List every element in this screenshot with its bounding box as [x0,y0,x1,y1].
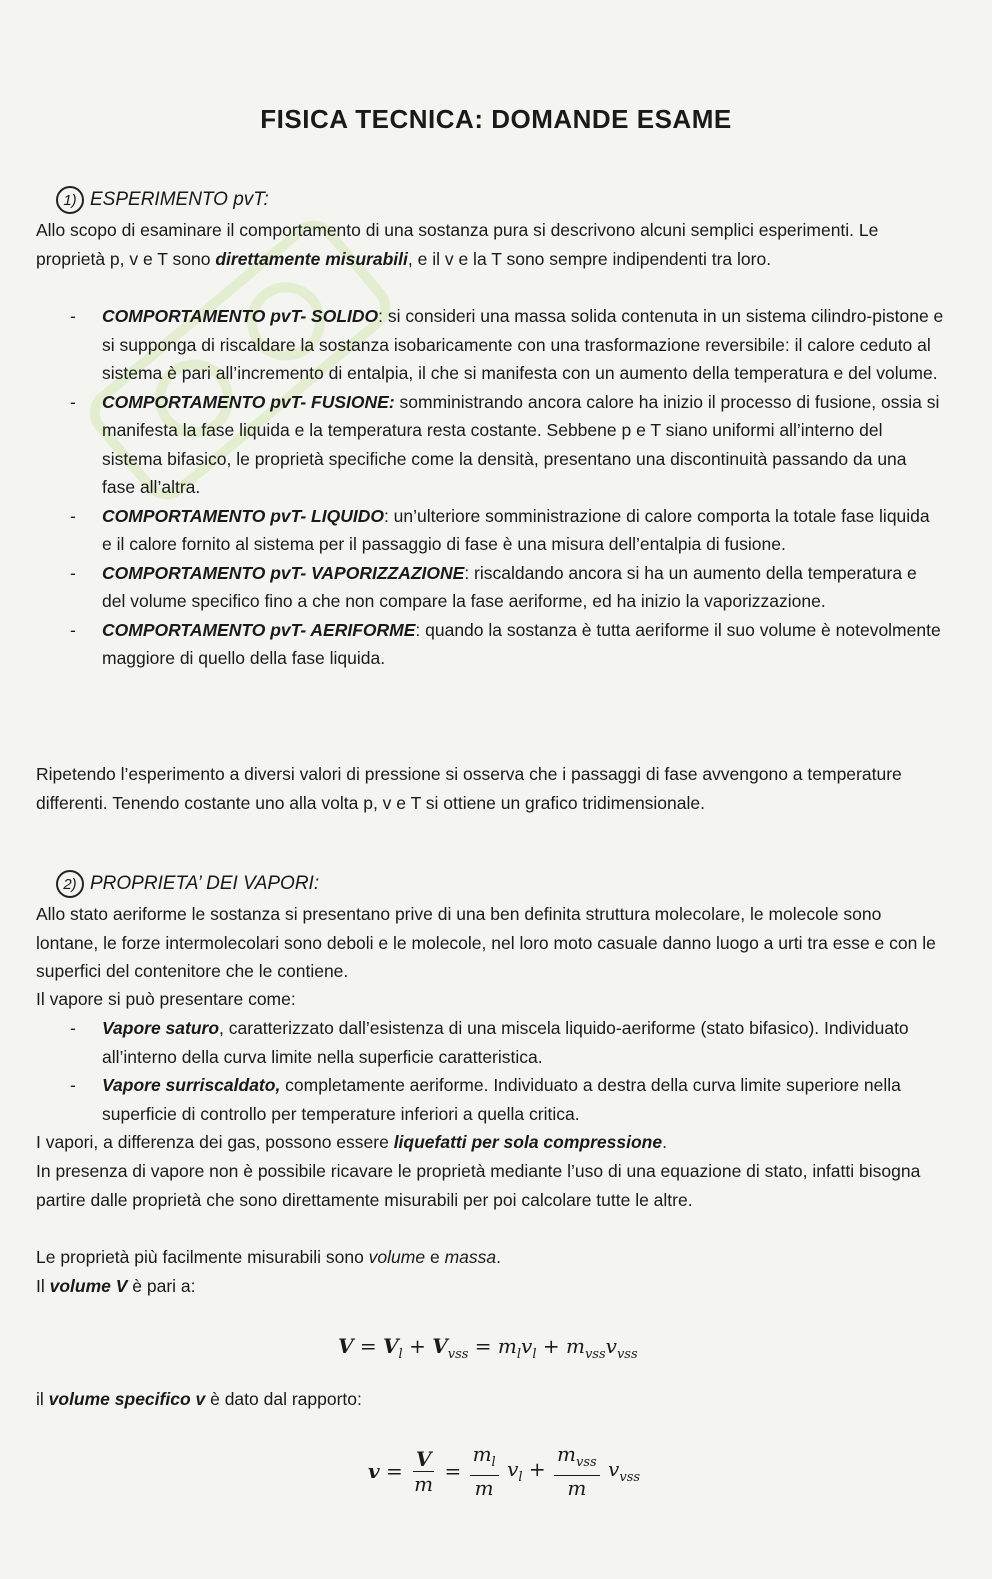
text: Il [36,1276,50,1296]
measurable-line [36,1243,948,1272]
emphasis: volume specifico v [48,1389,206,1409]
bullet-text: somministrando ancora calore ha inizio il processo di fusione, ossia si manifesta la fase liquida e la temperatura resta costante. Sebbene p e T siano uniformi all’interno del sistema bifasico, le proprietà specifiche come la densità, presentano una discontinuità passando da una fase all’altra. [102,391,940,497]
list-item [64,559,944,616]
intro-emphasis: direttamente misurabili [215,248,408,269]
emphasis: liquefatti per sola compressione [393,1132,663,1152]
text: e [425,1247,445,1267]
volume-formula: $V = V_l + V_{vss} = m_lv_l + m_{vss}v_{vss}$ [338,1334,638,1362]
liquefaction-line [36,1128,948,1157]
text: I vapori, a differenza dei gas, possono essere [36,1132,394,1152]
section-2-bullet-list [64,1014,944,1128]
section-1-heading [56,186,269,214]
emphasis: massa [444,1247,497,1267]
text: . [496,1247,501,1267]
bullet-text: : si consideri una massa solida contenuta in un sistema cilindro-pistone e si supponga di riscaldare la sostanza isobaricamente con una trasformazione reversibile: il calore ceduto al sistema è pari all’incremento di entalpia, il che si manifesta con un aumento della temperatura e del volume. [102,306,944,383]
text: Le proprietà più facilmente misurabili sono [36,1247,369,1267]
section-2-intro-2: Il vapore si può presentare come: [36,989,296,1009]
intro-text: Allo scopo di esaminare il comportamento di una sostanza pura si descrivono alcuni semplici esperimenti. Le proprietà p, v e T sono [36,220,879,269]
text: è dato dal rapporto: [205,1389,362,1409]
intro-text-end: , e il v e la T sono sempre indipendenti tra loro. [407,248,772,269]
text: è pari a: [127,1276,196,1296]
text: il [36,1389,49,1409]
section-1-intro [36,216,948,273]
bullet-text: completamente aeriforme. Individuato a destra della curva limite superiore nella superficie di controllo per temperature inferiori a quella critica. [102,1075,901,1124]
list-item [64,1014,944,1071]
list-item [64,616,944,673]
emphasis: volume [368,1247,426,1267]
bullet-text: : riscaldando ancora si ha un aumento della temperatura e del volume specifico fino a che non compare la fase aeriforme, ed ha inizio la vaporizzazione. [102,562,917,611]
list-item [64,302,944,388]
emphasis: volume V [49,1276,128,1296]
list-item [64,1071,944,1128]
bullet-lead: Vapore surriscaldato, [102,1075,281,1095]
section-title: ESPERIMENTO pvT: [90,189,269,210]
section-2-heading [56,870,319,898]
list-item [64,388,944,502]
text: . [662,1132,667,1152]
state-equation-paragraph: In presenza di vapore non è possibile ricavare le proprietà mediante l’uso di una equazione di stato, infatti bisogna partire dalle proprietà che sono direttamente misurabili per poi calcolare tutte le altre. [36,1161,921,1210]
bullet-lead: COMPORTAMENTO pvT- FUSIONE: [102,391,395,412]
section-2-intro: Allo stato aeriforme le sostanza si presentano prive di una ben definita struttura molecolare, le molecole sono lontane, le forze intermolecolari sono deboli e le molecole, nel loro moto casuale danno luogo a urti tra esse e con le superfici del contenitore che le contiene. [36,904,936,981]
section-1-outro: Ripetendo l’esperimento a diversi valori di pressione si osserva che i passaggi di fase avvengono a temperature differenti. Tenendo costante uno alla volta p, v e T si ottiene un grafico tridimensionale. [36,764,902,813]
bullet-lead: COMPORTAMENTO pvT- VAPORIZZAZIONE [102,562,465,583]
bullet-text: , caratterizzato dall’esistenza di una miscela liquido-aeriforme (stato bifasico). Individuato all’interno della curva limite nella superficie caratteristica. [102,1018,909,1067]
bullet-text: : un’ulteriore somministrazione di calore comporta la totale fase liquida e il calore fornito al sistema per il passaggio di fase è una misura dell’entalpia di fusione. [102,505,930,554]
list-item [64,502,944,559]
bullet-text: : quando la sostanza è tutta aeriforme il suo volume è notevolmente maggiore di quello della fase liquida. [102,619,941,668]
bullet-lead: COMPORTAMENTO pvT- LIQUIDO [102,505,384,526]
bullet-lead: COMPORTAMENTO pvT- AERIFORME [102,619,416,640]
volume-line [36,1272,948,1301]
specific-volume-formula: v = $\frac{V}{m}$ = $\frac{m_l}{m}$ $v_l$ + $\frac{m_{vss}}{m}$ $v_{vss}$ [368,1442,641,1500]
section-number-badge: 2) [56,870,84,898]
section-1-bullet-list [64,302,944,673]
section-title: PROPRIETA’ DEI VAPORI: [90,873,320,894]
section-number-badge: 1) [56,186,84,214]
page-title: FISICA TECNICA: DOMANDE ESAME [260,104,732,134]
specific-volume-line [36,1385,948,1414]
bullet-lead: Vapore saturo [102,1018,220,1038]
bullet-lead: COMPORTAMENTO pvT- SOLIDO [102,306,379,326]
